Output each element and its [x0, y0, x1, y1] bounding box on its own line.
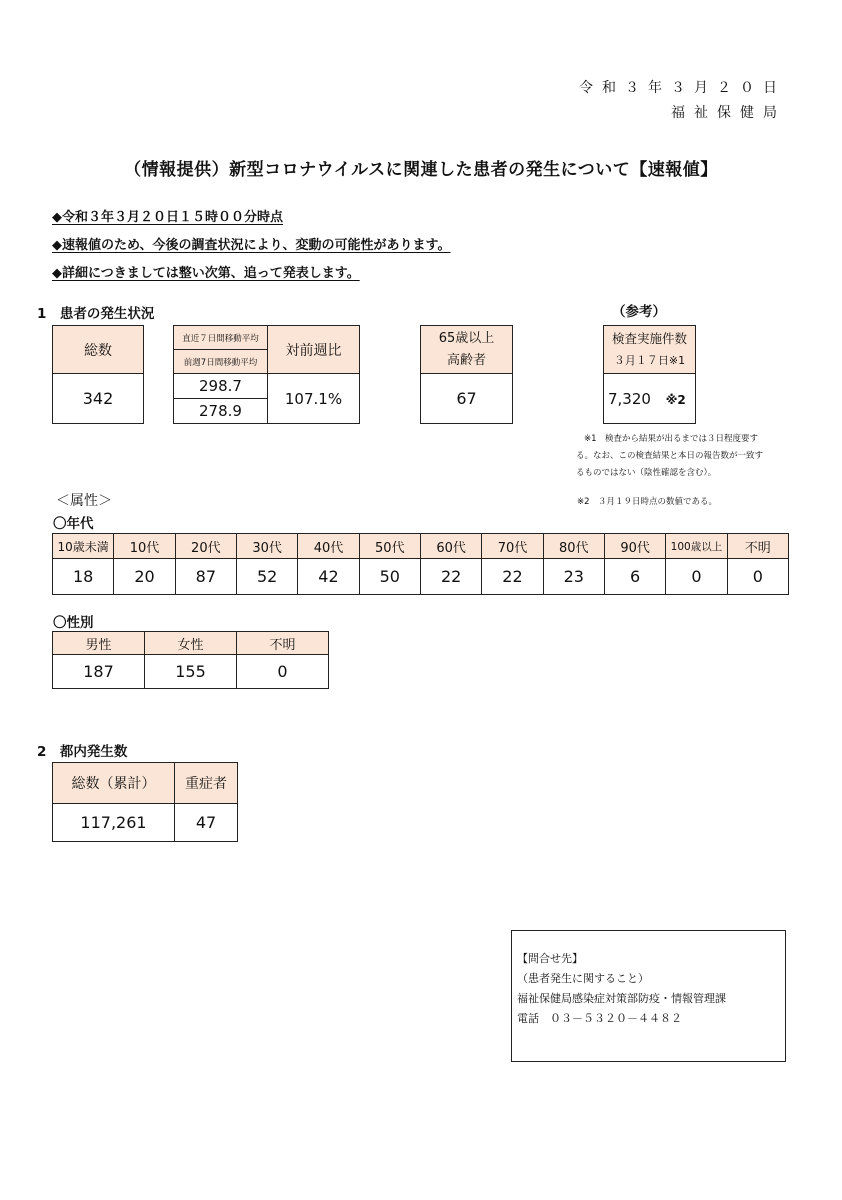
age-header-row: [53, 534, 789, 559]
age-header-20s: 20代: [175, 534, 236, 559]
attributes-heading: ＜属性＞: [56, 493, 112, 509]
severe-label: 重症者: [175, 763, 238, 804]
age-value-row: [53, 559, 789, 595]
test-count-table: [603, 325, 696, 424]
recent-avg-value: 298.7: [174, 374, 268, 399]
age-value-unknown: 0: [727, 559, 788, 595]
age-value-under10: 18: [53, 559, 114, 595]
contact-department: 福祉保健局感染症対策部防疫・情報管理課: [517, 992, 726, 1005]
gender-value-row: [53, 655, 329, 689]
test-count-label-line2: ３月１７日※1: [613, 353, 686, 367]
age-value-60s: 22: [420, 559, 481, 595]
age-header-60s: 60代: [420, 534, 481, 559]
section1-heading: 1 患者の発生状況: [37, 306, 155, 322]
note-1-line3: るものではない（陰性確認を含む）。: [576, 468, 717, 478]
age-header-unknown: 不明: [727, 534, 788, 559]
section2-heading: 2 都内発生数: [37, 744, 128, 760]
department: 福祉保健局: [671, 105, 786, 121]
age-value-50s: 50: [359, 559, 420, 595]
gender-header-row: [53, 632, 329, 655]
age-header-over100: 100歳以上: [666, 534, 727, 559]
weekly-ratio-label: 対前週比: [268, 326, 360, 374]
age-value-40s: 42: [298, 559, 359, 595]
contact-heading: 【問合せ先】: [517, 952, 583, 965]
age-header-90s: 90代: [604, 534, 665, 559]
gender-value-unknown: 0: [237, 655, 329, 689]
prev-avg-value: 278.9: [174, 399, 268, 424]
cumulative-total-label: 総数（累計）: [53, 763, 175, 804]
age-header-30s: 30代: [236, 534, 297, 559]
age-header-10s: 10代: [114, 534, 175, 559]
issue-date: 令和３年３月２０日: [579, 80, 786, 96]
age-value-over100: 0: [666, 559, 727, 595]
cumulative-total-value: 117,261: [53, 804, 175, 842]
elderly-value: 67: [421, 374, 513, 424]
note-1-line1: ※1 検査から結果が出るまでは３日程度要す: [584, 434, 759, 444]
test-count-value: 7,320: [608, 389, 651, 408]
age-value-90s: 6: [604, 559, 665, 595]
cumulative-table: [52, 762, 238, 842]
gender-value-female: 155: [145, 655, 237, 689]
age-value-30s: 52: [236, 559, 297, 595]
bullet-timestamp: ◆令和３年３月２０日１５時００分時点: [52, 210, 283, 225]
age-header-70s: 70代: [482, 534, 543, 559]
severe-value: 47: [175, 804, 238, 842]
age-header-40s: 40代: [298, 534, 359, 559]
contact-subject: （患者発生に関すること）: [517, 972, 649, 985]
elderly-table: [420, 325, 513, 424]
bullet-preliminary: ◆速報値のため、今後の調査状況により、変動の可能性があります。: [52, 238, 451, 253]
contact-phone: 電話 ０３－５３２０－４４８２: [517, 1012, 682, 1025]
moving-average-table: [173, 325, 360, 424]
gender-value-male: 187: [53, 655, 145, 689]
page-title: （情報提供）新型コロナウイルスに関連した患者の発生について【速報値】: [124, 160, 718, 180]
gender-table: [52, 631, 329, 689]
test-count-cell: [604, 374, 696, 424]
prev-avg-label: 前週7日間移動平均: [174, 350, 268, 374]
reference-heading: （参考）: [612, 304, 666, 320]
header-block: [579, 76, 786, 126]
age-header-50s: 50代: [359, 534, 420, 559]
age-value-10s: 20: [114, 559, 175, 595]
note-1-line2: る。なお、この検査結果と本日の報告数が一致す: [576, 451, 764, 461]
age-value-70s: 22: [482, 559, 543, 595]
elderly-label-line1: 65歳以上: [438, 330, 495, 346]
contact-box: [511, 930, 786, 1062]
age-value-20s: 87: [175, 559, 236, 595]
test-count-label: [604, 326, 696, 374]
elderly-label: [421, 326, 513, 374]
weekly-ratio-value: 107.1%: [268, 374, 360, 424]
gender-header-male: 男性: [53, 632, 145, 655]
note-1: [576, 431, 763, 482]
test-count-note-mark: ※2: [665, 392, 686, 407]
total-value: 342: [53, 374, 144, 424]
total-table: [52, 325, 144, 424]
gender-header-unknown: 不明: [237, 632, 329, 655]
test-count-label-line1: 検査実施件数: [611, 330, 687, 346]
age-header-under10: 10歳未満: [53, 534, 114, 559]
total-label: 総数: [53, 326, 144, 374]
elderly-label-line2: 高齢者: [446, 352, 486, 368]
age-table: [52, 533, 789, 595]
age-heading: 〇年代: [53, 516, 94, 532]
gender-header-female: 女性: [145, 632, 237, 655]
gender-heading: 〇性別: [53, 615, 94, 631]
age-value-80s: 23: [543, 559, 604, 595]
age-header-80s: 80代: [543, 534, 604, 559]
recent-avg-label: 直近７日間移動平均: [174, 326, 268, 350]
bullet-details: ◆詳細につきましては整い次第、追って発表します。: [52, 266, 360, 281]
note-2: ※2 ３月１９日時点の数値である。: [577, 497, 718, 507]
